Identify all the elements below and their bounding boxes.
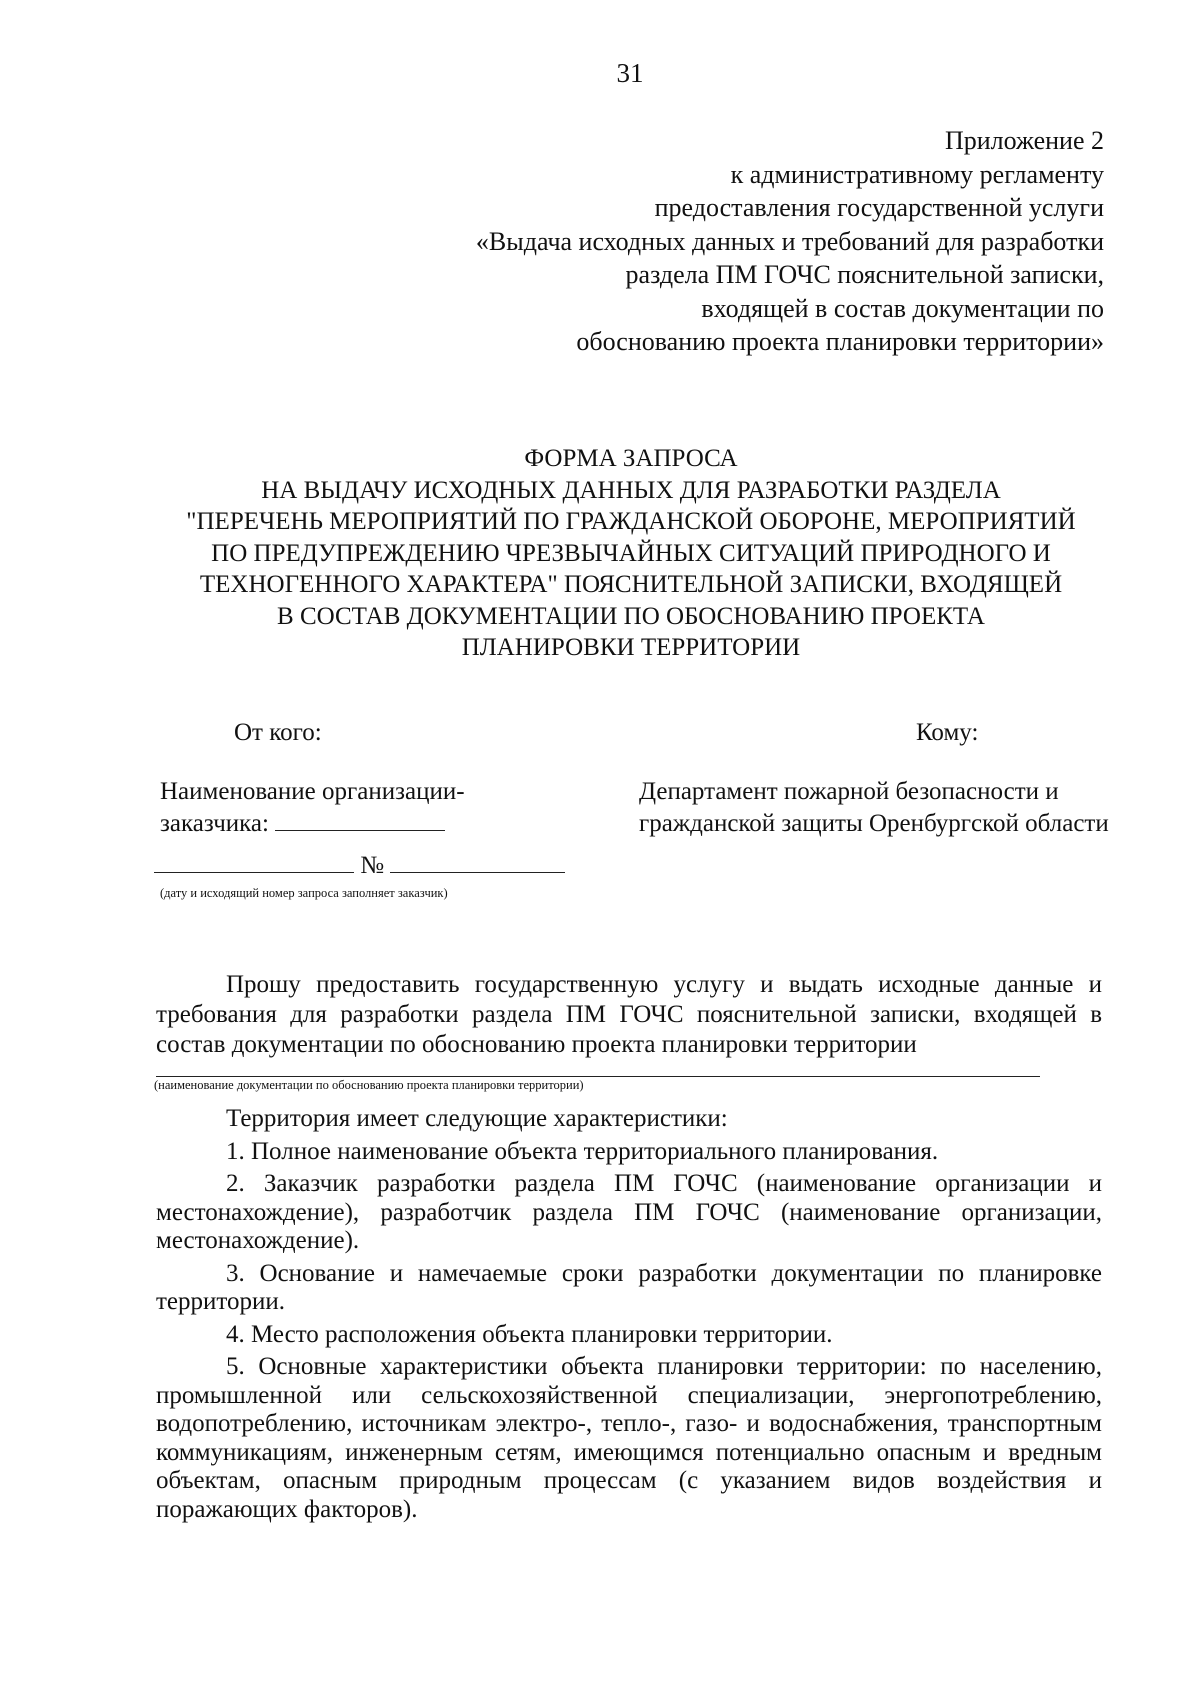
to-block <box>639 776 1109 840</box>
characteristic-item: 1. Полное наименование объекта территориального планирования. <box>226 1137 939 1165</box>
form-title-line: ФОРМА ЗАПРОСА <box>524 445 738 472</box>
appendix-line: предоставления государственной услуги <box>654 193 1104 222</box>
from-customer-label: заказчика: <box>160 810 269 837</box>
documentation-name-blank[interactable] <box>156 1076 1040 1077</box>
date-number-line <box>154 852 565 880</box>
appendix-line: к административному регламенту <box>730 159 1104 189</box>
customer-name-blank[interactable] <box>275 808 445 831</box>
form-title-line: В СОСТАВ ДОКУМЕНТАЦИИ ПО ОБОСНОВАНИЮ ПРОЕКТА <box>277 602 985 630</box>
characteristics-intro: Территория имеет следующие характеристики: <box>226 1105 728 1132</box>
appendix-line: раздела ПМ ГОЧС пояснительной записки, <box>625 260 1104 289</box>
appendix-line: входящей в состав документации по <box>701 293 1104 323</box>
documentation-name-note: (наименование документации по обоснованию проекта планировки территории) <box>154 1078 584 1092</box>
form-title-line: "ПЕРЕЧЕНЬ МЕРОПРИЯТИЙ ПО ГРАЖДАНСКОЙ ОБОРОНЕ, МЕРОПРИЯТИЙ <box>186 508 1076 535</box>
appendix-line: «Выдача исходных данных и требований для разработки <box>475 226 1104 256</box>
characteristic-item: 2. Заказчик разработки раздела ПМ ГОЧС (наименование организации и местонахождение), разработчик раздела ПМ ГОЧС (наименование организации, местонахождение). <box>156 1170 1102 1254</box>
characteristic-item: 3. Основание и намечаемые сроки разработки документации по планировке территории. <box>156 1259 1102 1315</box>
page-number: 31 <box>616 58 644 88</box>
date-blank[interactable] <box>154 852 354 873</box>
from-block <box>160 776 465 840</box>
to-department-line: гражданской защиты Оренбургской области <box>639 810 1109 837</box>
to-department-line: Департамент пожарной безопасности и <box>639 778 1059 805</box>
characteristic-item: 5. Основные характеристики объекта планировки территории: по населению, промышленной или сельскохозяйственной специализации, энергопотреблению, водопотреблению, источникам электро-, тепло-, газо- и водоснабжения, транспортным коммуникациям, инженерным сетям, имеющимся потенциально опасным и вредным объектам, опасным природным процессам (с указанием видов воздействия и поражающих факторов). <box>156 1353 1102 1523</box>
characteristics-section <box>156 1105 1102 1528</box>
appendix-line: обоснованию проекта планировки территории» <box>576 327 1104 356</box>
form-title-line: ПЛАНИРОВКИ ТЕРРИТОРИИ <box>461 634 801 661</box>
from-org-label: Наименование организации- <box>160 778 465 805</box>
number-sign: № <box>360 852 385 879</box>
form-title-line: НА ВЫДАЧУ ИСХОДНЫХ ДАННЫХ ДЛЯ РАЗРАБОТКИ РАЗДЕЛА <box>261 476 1001 504</box>
appendix-line: Приложение 2 <box>944 126 1104 155</box>
request-paragraph: Прошу предоставить государственную услугу и выдать исходные данные и требования для разработки раздела ПМ ГОЧС пояснительной записки, входящей в состав документации по обоснованию проекта планировки территории <box>156 971 1102 1058</box>
form-title-line: ТЕХНОГЕННОГО ХАРАКТЕРА" ПОЯСНИТЕЛЬНОЙ ЗАПИСКИ, ВХОДЯЩЕЙ <box>199 571 1063 598</box>
appendix-header <box>304 124 1104 359</box>
number-blank[interactable] <box>390 852 565 873</box>
characteristic-item: 4. Место расположения объекта планировки территории. <box>226 1320 833 1348</box>
from-label: От кого: <box>234 719 322 746</box>
date-number-note: (дату и исходящий номер запроса заполняет заказчик) <box>160 886 448 900</box>
form-title <box>60 443 1200 664</box>
to-label: Кому: <box>916 719 979 746</box>
form-title-line: ПО ПРЕДУПРЕЖДЕНИЮ ЧРЕЗВЫЧАЙНЫХ СИТУАЦИЙ ПРИРОДНОГО И <box>211 539 1051 567</box>
